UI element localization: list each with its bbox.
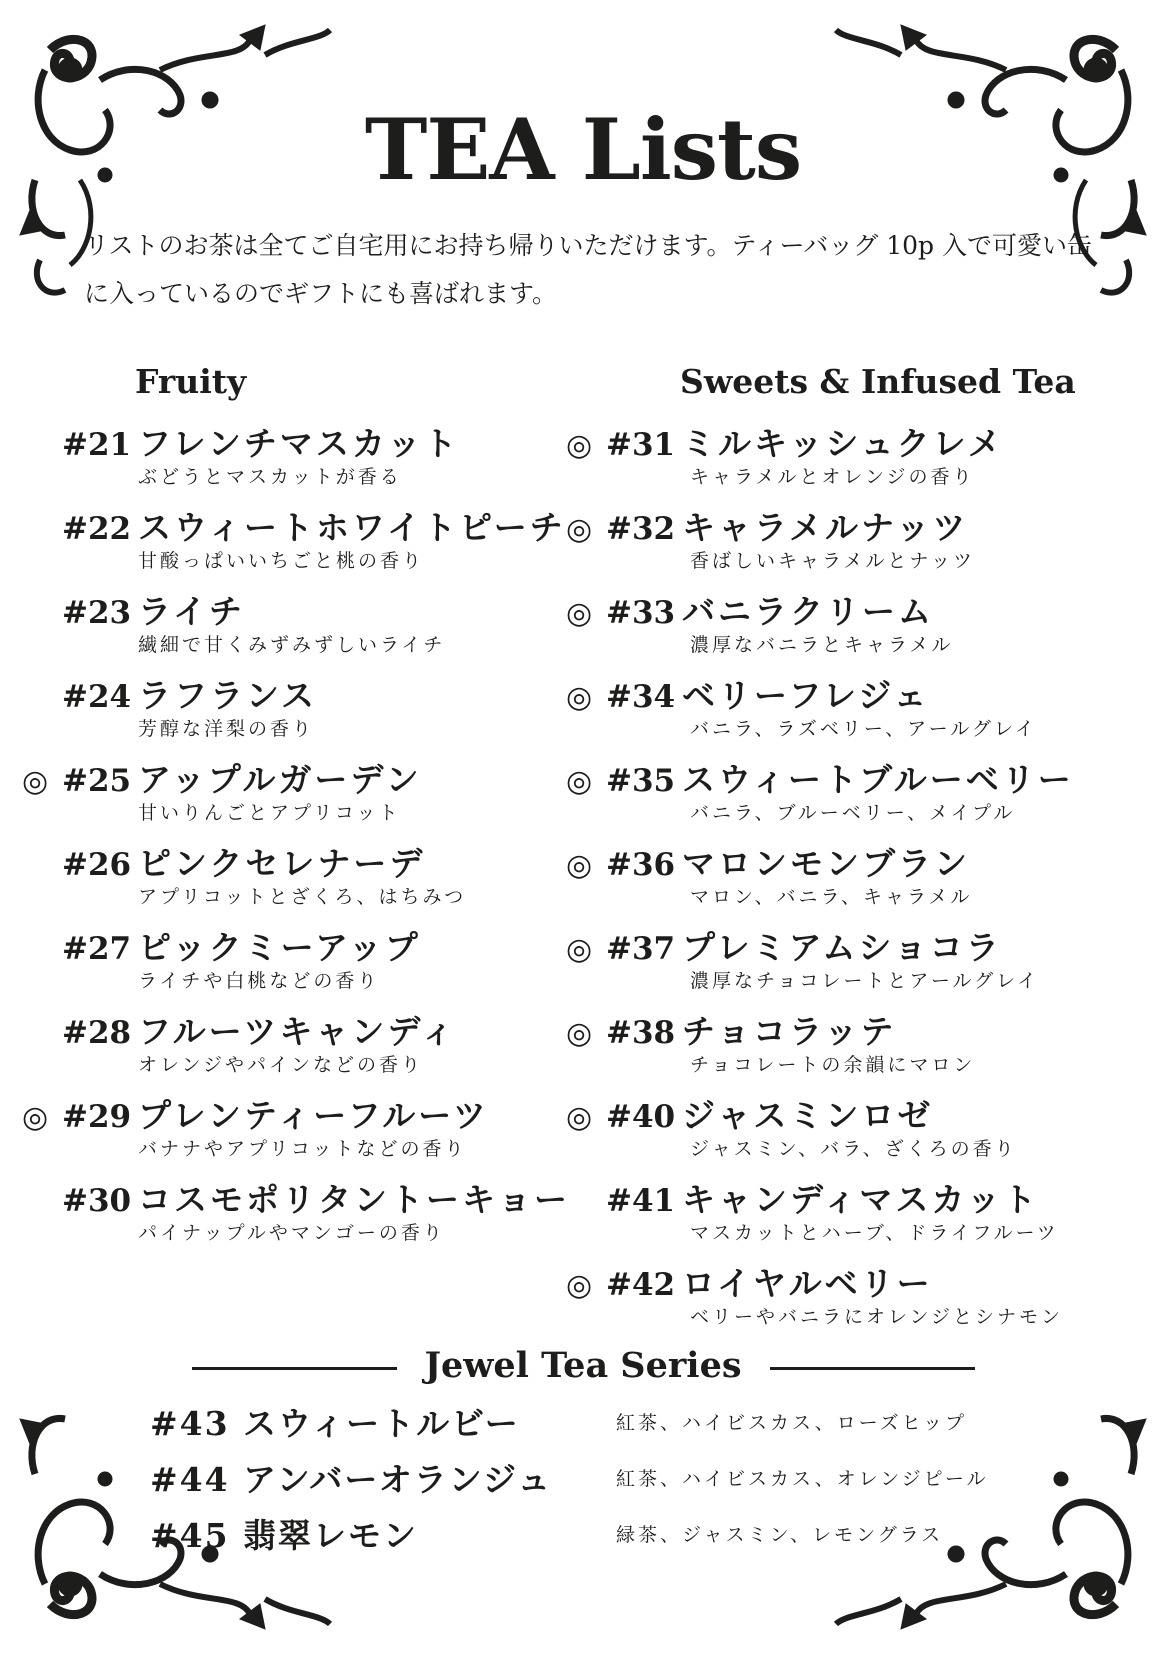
recommended-mark: ◎ bbox=[566, 680, 593, 715]
tea-description: 繊細で甘くみずみずしいライチ bbox=[138, 634, 446, 656]
tea-item bbox=[22, 838, 562, 922]
tea-description: チョコレートの余韻にマロン bbox=[690, 1054, 976, 1076]
tea-item-line bbox=[22, 1006, 457, 1053]
jewel-tea-list bbox=[150, 1398, 1050, 1566]
tea-number: #30 bbox=[62, 1183, 132, 1219]
tea-name: ジャスミンロゼ bbox=[682, 1096, 934, 1135]
jewel-tea-item bbox=[150, 1398, 1050, 1454]
tea-item bbox=[22, 418, 562, 502]
jewel-tea-desc: 紅茶、ハイビスカス、ローズヒップ bbox=[616, 1412, 968, 1434]
jewel-tea-item bbox=[150, 1510, 1050, 1566]
recommended-mark: ◎ bbox=[566, 1100, 593, 1135]
tea-name: キャンディマスカット bbox=[682, 1180, 1040, 1219]
tea-name: プレンティーフルーツ bbox=[138, 1096, 489, 1135]
tea-item bbox=[566, 1006, 1106, 1090]
tea-number: #29 bbox=[62, 1099, 132, 1135]
tea-name: マロンモンブラン bbox=[682, 844, 970, 883]
divider-rule-right bbox=[770, 1367, 975, 1370]
recommended-mark: ◎ bbox=[566, 1268, 593, 1303]
tea-number: #24 bbox=[62, 679, 132, 715]
tea-name: チョコラッテ bbox=[682, 1012, 897, 1051]
tea-number: #33 bbox=[606, 595, 676, 631]
tea-name: ピックミーアップ bbox=[138, 928, 421, 967]
tea-description: オレンジやパインなどの香り bbox=[138, 1054, 424, 1076]
jewel-tea-name: #44 アンバーオランジュ bbox=[150, 1460, 553, 1499]
tea-description: パイナップルやマンゴーの香り bbox=[138, 1222, 445, 1244]
tea-item-line bbox=[22, 670, 317, 717]
tea-item bbox=[22, 1006, 562, 1090]
recommended-mark: ◎ bbox=[566, 428, 593, 463]
sweets-tea-list bbox=[566, 418, 1106, 1342]
tea-description: マスカットとハーブ、ドライフルーツ bbox=[690, 1222, 1059, 1244]
tea-item bbox=[22, 1174, 570, 1258]
tea-description: 濃厚なチョコレートとアールグレイ bbox=[690, 970, 1040, 992]
tea-item-line bbox=[566, 754, 1074, 801]
tea-number: #36 bbox=[606, 847, 676, 883]
tea-item-line bbox=[22, 418, 460, 465]
recommended-mark: ◎ bbox=[566, 764, 593, 799]
tea-number: #22 bbox=[62, 511, 132, 547]
tea-item-line bbox=[22, 922, 421, 969]
tea-item-line bbox=[22, 502, 566, 549]
tea-item bbox=[566, 502, 1106, 586]
recommended-mark: ◎ bbox=[566, 596, 593, 631]
tea-description: キャラメルとオレンジの香り bbox=[690, 466, 975, 488]
tea-number: #40 bbox=[606, 1099, 676, 1135]
tea-number: #42 bbox=[606, 1267, 676, 1303]
tea-description: バニラ、ラズベリー、アールグレイ bbox=[690, 718, 1037, 740]
tea-description: ライチや白桃などの香り bbox=[138, 970, 380, 992]
tea-item-line bbox=[566, 418, 1004, 465]
tea-name: ベリーフレジェ bbox=[682, 676, 930, 715]
tea-number: #37 bbox=[606, 931, 676, 967]
tea-item bbox=[22, 502, 566, 586]
tea-name: ライチ bbox=[138, 592, 246, 631]
tea-number: #35 bbox=[606, 763, 676, 799]
tea-name: フレンチマスカット bbox=[138, 424, 460, 463]
tea-description: 香ばしいキャラメルとナッツ bbox=[690, 550, 976, 572]
fruity-tea-list bbox=[22, 418, 570, 1258]
jewel-tea-name: #45 翡翠レモン bbox=[150, 1516, 419, 1555]
recommended-mark: ◎ bbox=[566, 1016, 593, 1051]
tea-item-line bbox=[566, 1258, 933, 1305]
tea-number: #41 bbox=[606, 1183, 676, 1219]
tea-number: #34 bbox=[606, 679, 676, 715]
jewel-tea-item bbox=[150, 1454, 1050, 1510]
tea-name: ラフランス bbox=[138, 676, 318, 715]
tea-item bbox=[566, 418, 1106, 502]
jewel-series-header: Jewel Tea Series bbox=[424, 1345, 742, 1386]
tea-item-line bbox=[566, 922, 1002, 969]
tea-item bbox=[22, 586, 562, 670]
tea-number: #31 bbox=[606, 427, 676, 463]
tea-description: 甘いりんごとアプリコット bbox=[138, 802, 401, 824]
tea-item-line bbox=[22, 754, 422, 801]
tea-description: ベリーやバニラにオレンジとシナモン bbox=[690, 1306, 1064, 1328]
jewel-tea-name: #43 スウィートルビー bbox=[150, 1404, 520, 1443]
tea-description: 芳醇な洋梨の香り bbox=[138, 718, 315, 740]
tea-item bbox=[22, 670, 562, 754]
tea-description: ジャスミン、バラ、ざくろの香り bbox=[690, 1138, 1017, 1160]
tea-item-line bbox=[566, 502, 968, 549]
tea-description: マロン、バニラ、キャラメル bbox=[690, 886, 973, 908]
tea-item-line bbox=[566, 670, 930, 717]
tea-item-line bbox=[566, 1174, 1039, 1221]
tea-description: バニラ、ブルーベリー、メイプル bbox=[690, 802, 1016, 824]
recommended-mark: ◎ bbox=[566, 848, 593, 883]
tea-item bbox=[566, 838, 1106, 922]
tea-item-line bbox=[566, 1090, 933, 1137]
tea-item bbox=[566, 670, 1106, 754]
tea-item bbox=[566, 1174, 1106, 1258]
tea-item bbox=[566, 922, 1106, 1006]
tea-item bbox=[22, 922, 562, 1006]
tea-name: フルーツキャンディ bbox=[138, 1012, 457, 1051]
tea-item bbox=[22, 1090, 562, 1174]
tea-name: アップルガーデン bbox=[138, 760, 422, 799]
tea-item bbox=[22, 754, 562, 838]
tea-item-line bbox=[566, 586, 934, 633]
tea-name: キャラメルナッツ bbox=[682, 508, 969, 547]
tea-item bbox=[566, 1090, 1106, 1174]
tea-name: コスモポリタントーキョー bbox=[138, 1180, 570, 1219]
tea-name: プレミアムショコラ bbox=[682, 928, 1002, 967]
tea-name: ピンクセレナーデ bbox=[138, 844, 426, 883]
recommended-mark: ◎ bbox=[566, 512, 593, 547]
tea-name: スウィートブルーベリー bbox=[682, 760, 1074, 799]
tea-description: アプリコットとざくろ、はちみつ bbox=[138, 886, 467, 908]
tea-item-line bbox=[22, 586, 245, 633]
recommended-mark: ◎ bbox=[22, 764, 49, 799]
tea-number: #23 bbox=[62, 595, 132, 631]
tea-number: #32 bbox=[606, 511, 676, 547]
tea-item-line bbox=[22, 1090, 489, 1137]
jewel-tea-desc: 紅茶、ハイビスカス、オレンジピール bbox=[616, 1468, 989, 1490]
tea-number: #26 bbox=[62, 847, 132, 883]
intro-text: リストのお茶は全てご自宅用にお持ち帰りいただけます。ティーバッグ 10p 入で可愛い缶に入っているのでギフトにも喜ばれます。 bbox=[84, 231, 1092, 308]
fruity-header: Fruity bbox=[135, 362, 247, 401]
tea-name: ミルキッシュクレメ bbox=[682, 424, 1004, 463]
tea-number: #27 bbox=[62, 931, 132, 967]
tea-name: スウィートホワイトピーチ bbox=[138, 508, 566, 547]
tea-item-line bbox=[566, 1006, 896, 1053]
page-title: TEA Lists bbox=[364, 100, 802, 199]
tea-item-line bbox=[22, 838, 425, 885]
tea-description: ぶどうとマスカットが香る bbox=[138, 466, 402, 488]
tea-name: バニラクリーム bbox=[682, 592, 934, 631]
tea-number: #38 bbox=[606, 1015, 676, 1051]
tea-number: #25 bbox=[62, 763, 132, 799]
tea-item bbox=[566, 586, 1106, 670]
tea-item-line bbox=[566, 838, 970, 885]
jewel-tea-desc: 緑茶、ジャスミン、レモングラス bbox=[616, 1524, 944, 1546]
tea-description: バナナやアプリコットなどの香り bbox=[138, 1138, 467, 1160]
tea-description: 濃厚なバニラとキャラメル bbox=[690, 634, 954, 656]
recommended-mark: ◎ bbox=[566, 932, 593, 967]
recommended-mark: ◎ bbox=[22, 1100, 49, 1135]
tea-item-line bbox=[22, 1174, 570, 1221]
sweets-header: Sweets & Infused Tea bbox=[680, 362, 1076, 401]
tea-number: #28 bbox=[62, 1015, 132, 1051]
tea-number: #21 bbox=[62, 427, 132, 463]
tea-description: 甘酸っぱいいちごと桃の香り bbox=[138, 550, 425, 572]
tea-item bbox=[566, 1258, 1106, 1342]
tea-item bbox=[566, 754, 1106, 838]
tea-name: ロイヤルベリー bbox=[682, 1264, 933, 1303]
